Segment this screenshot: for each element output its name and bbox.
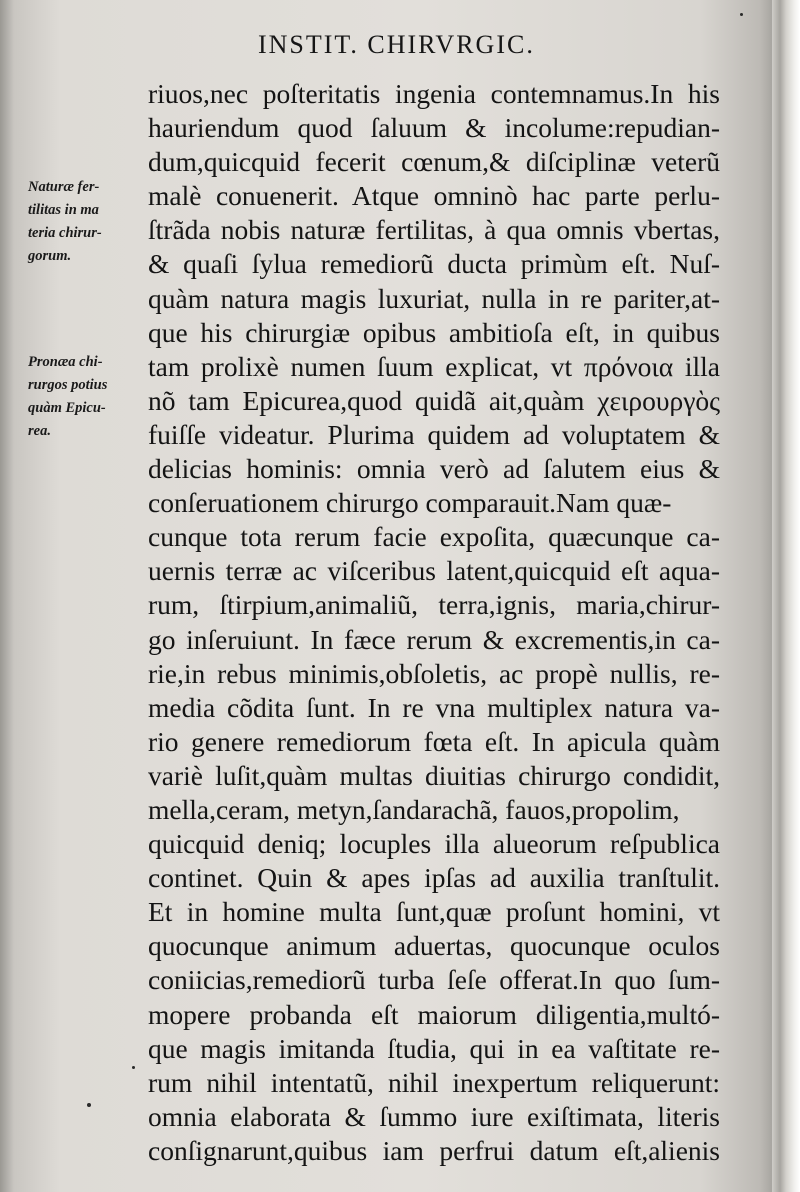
text-line: dum,quicquid fecerit cœnum,& diſciplinæ veterũ — [148, 146, 720, 178]
text-line: rum nihil intentatũ, nihil inexpertum reliquerunt: — [148, 1066, 720, 1098]
text-line: mella,ceram, metyn,ſandarachã, fauos,propolim, — [148, 793, 680, 825]
text-line: rio genere remediorum fœta eſt. In apicula quàm — [148, 725, 720, 757]
text-line: coniicias,remediorũ turba ſeſe offerat.In quo ſum- — [148, 964, 720, 996]
page-edge-shadow — [772, 0, 800, 1192]
marginal-note-line: rea. — [28, 423, 51, 439]
text-line: mopere probanda eſt maiorum diligentia,multó- — [148, 998, 720, 1030]
text-line: quàm natura magis luxuriat, nulla in re pariter,at- — [148, 282, 720, 314]
text-line: fuiſſe videatur. Plurima quidem ad voluptatem & — [148, 418, 720, 450]
text-line: que magis imitanda ſtudia, qui in ea vaſtitate re- — [148, 1032, 720, 1064]
ink-speck — [740, 13, 743, 16]
text-line: cunque tota rerum facie expoſita, quæcunque ca- — [148, 521, 720, 553]
running-head: INSTIT. CHIRVRGIC. — [258, 30, 535, 59]
ink-speck — [87, 1103, 91, 1107]
text-line: quicquid deniq; locuples illa alueorum reſpublica — [148, 828, 720, 860]
ink-speck — [132, 1066, 135, 1069]
text-line: conſeruationem chirurgo comparauit.Nam quæ- — [148, 487, 672, 519]
text-line: nõ tam Epicurea,quod quidã ait,quàm χειρουργὸς — [148, 384, 720, 416]
marginal-note-line: teria chirur- — [28, 225, 102, 241]
text-line: ſtrãda nobis naturæ fertilitas, à qua omnis vbertas, — [148, 214, 720, 246]
text-line: Et in homine multa ſunt,quæ proſunt homini, vt — [148, 896, 720, 928]
text-line: & quaſi ſylua remediorũ ducta primùm eſt. Nuſ- — [148, 248, 720, 280]
text-line: hauriendum quod ſaluum & incolume:repudian- — [148, 112, 720, 144]
main-text-block — [148, 77, 720, 1168]
text-line: quocunque animum aduertas, quocunque oculos — [148, 930, 720, 962]
text-line: continet. Quin & apes ipſas ad auxilia tranſtulit. — [148, 862, 720, 894]
text-line: tam prolixè numen ſuum explicat, vt πρόνοια illa — [148, 350, 720, 382]
text-line: rum, ſtirpium,animaliũ, terra,ignis, maria,chirur- — [148, 589, 720, 621]
text-line: omnia elaborata & ſummo iure exiſtimata, literis — [148, 1100, 720, 1132]
text-line: malè conuenerit. Atque omninò hac parte perlu- — [148, 180, 720, 212]
text-line: riuos,nec poſteritatis ingenia contemnamus.In his — [148, 78, 720, 109]
marginal-note — [28, 351, 107, 443]
marginal-note-line: Pronæa chi- — [28, 354, 103, 370]
text-line: delicias hominis: omnia verò ad ſalutem eius & — [148, 453, 720, 485]
text-line: go inſeruiunt. In fæce rerum & excrementis,in ca- — [148, 623, 720, 655]
text-line: variè luſit,quàm multas diuitias chirurgo condidit, — [148, 759, 720, 791]
marginal-note-line: rurgos potius — [28, 377, 108, 393]
marginal-note-line: gorum. — [28, 248, 72, 264]
marginal-note-line: Naturæ fer- — [28, 179, 100, 195]
marginal-note-line: tilitas in ma — [28, 202, 99, 218]
marginal-note-line: quàm Epicu- — [28, 400, 106, 416]
text-line: rie,in rebus minimis,obſoletis, ac propè nullis, re- — [148, 657, 720, 689]
text-line: media cõdita ſunt. In re vna multiplex natura va- — [148, 691, 720, 723]
text-line: que his chirurgiæ opibus ambitioſa eſt, in quibus — [148, 316, 720, 348]
marginal-note — [28, 176, 102, 268]
text-line: uernis terræ ac viſceribus latent,quicquid eſt aqua- — [148, 555, 720, 587]
text-line: conſignarunt,quibus iam perfrui datum eſt,alienis — [148, 1134, 720, 1166]
